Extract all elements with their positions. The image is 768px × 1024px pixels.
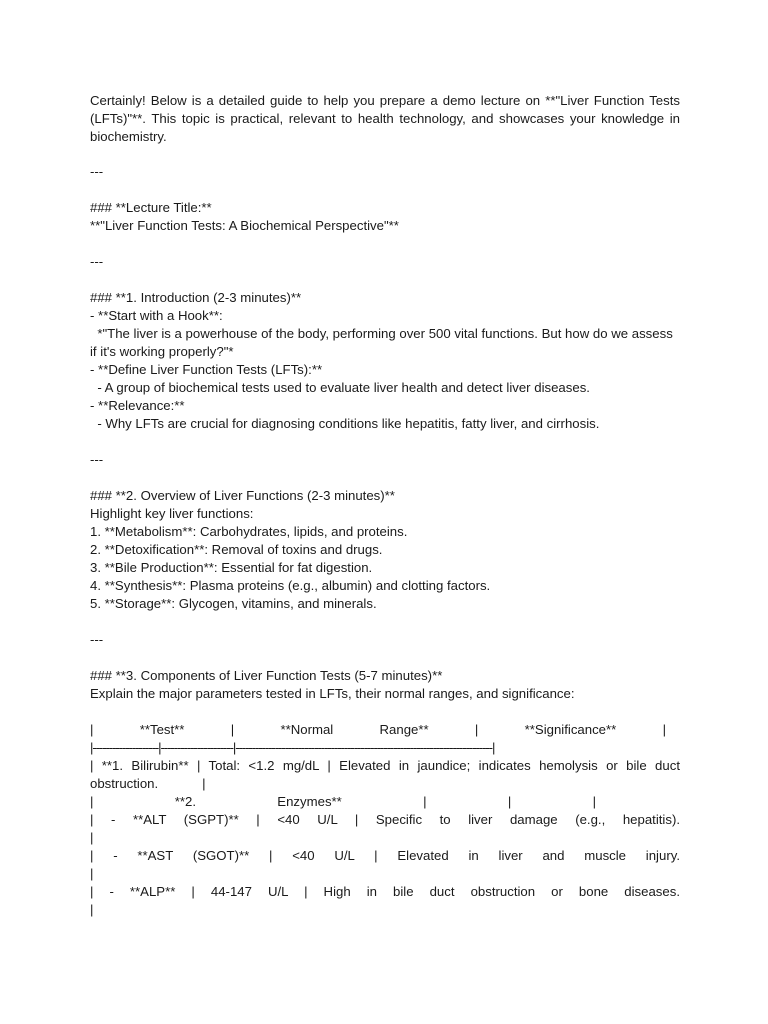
section-3-intro: Explain the major parameters tested in LFTs, their normal ranges, and significance:: [90, 686, 575, 701]
separator: ---: [90, 254, 104, 269]
table-divider-row: |--------------------|----------------------|------------------------------------------------------------------------------|: [90, 740, 495, 755]
table-row-ast-wrap: |: [90, 866, 94, 881]
table-header-row: | **Test** | **Normal Range** | **Significance** |: [90, 722, 666, 737]
lecture-title-heading: ### **Lecture Title:**: [90, 200, 212, 215]
define-label: - **Define Liver Function Tests (LFTs):**: [90, 362, 323, 377]
table-row-alp: | - **ALP** | 44-147 U/L | High in bile duct obstruction or bone diseases.: [90, 884, 680, 899]
table-row-bilirubin: | **1. Bilirubin** | Total: <1.2 mg/dL | Elevated in jaundice; indicates hemolysis or bile duct: [90, 758, 680, 773]
define-text: - A group of biochemical tests used to evaluate liver health and detect liver diseases.: [90, 380, 590, 395]
intro-line-3: biochemistry.: [90, 129, 167, 144]
separator: ---: [90, 632, 104, 647]
section-2-heading: ### **2. Overview of Liver Functions (2-3 minutes)**: [90, 488, 395, 503]
list-item: 5. **Storage**: Glycogen, vitamins, and minerals.: [90, 596, 377, 611]
list-item: 1. **Metabolism**: Carbohydrates, lipids, and proteins.: [90, 524, 408, 539]
intro-line-1: Certainly! Below is a detailed guide to help you prepare a demo lecture on **"Liver Function Tests: [90, 93, 680, 108]
separator: ---: [90, 452, 104, 467]
relevance-label: - **Relevance:**: [90, 398, 185, 413]
lecture-title: **"Liver Function Tests: A Biochemical Perspective"**: [90, 218, 399, 233]
table-row-enzymes: | **2. Enzymes** | | |: [90, 794, 596, 809]
section-1-heading: ### **1. Introduction (2-3 minutes)**: [90, 290, 302, 305]
table-row-alp-wrap: |: [90, 902, 94, 917]
table-row-ast: | - **AST (SGOT)** | <40 U/L | Elevated in liver and muscle injury.: [90, 848, 680, 863]
relevance-text: - Why LFTs are crucial for diagnosing conditions like hepatitis, fatty liver, and cirrhosis.: [90, 416, 600, 431]
table-row-bilirubin-wrap: obstruction. |: [90, 776, 206, 791]
list-item: 4. **Synthesis**: Plasma proteins (e.g., albumin) and clotting factors.: [90, 578, 491, 593]
list-item: 3. **Bile Production**: Essential for fat digestion.: [90, 560, 373, 575]
hook-label: - **Start with a Hook**:: [90, 308, 223, 323]
section-3-heading: ### **3. Components of Liver Function Tests (5-7 minutes)**: [90, 668, 443, 683]
table-row-alt: | - **ALT (SGPT)** | <40 U/L | Specific to liver damage (e.g., hepatitis).: [90, 812, 680, 827]
intro-line-2: (LFTs)"**. This topic is practical, relevant to health technology, and showcases your knowledge in: [90, 111, 680, 126]
section-2-intro: Highlight key liver functions:: [90, 506, 254, 521]
hook-quote-line-2: if it's working properly?"*: [90, 344, 234, 359]
list-item: 2. **Detoxification**: Removal of toxins and drugs.: [90, 542, 383, 557]
separator: ---: [90, 164, 104, 179]
hook-quote-line-1: *"The liver is a powerhouse of the body, performing over 500 vital functions. But how do we assess: [90, 326, 673, 341]
table-row-alt-wrap: |: [90, 830, 94, 845]
